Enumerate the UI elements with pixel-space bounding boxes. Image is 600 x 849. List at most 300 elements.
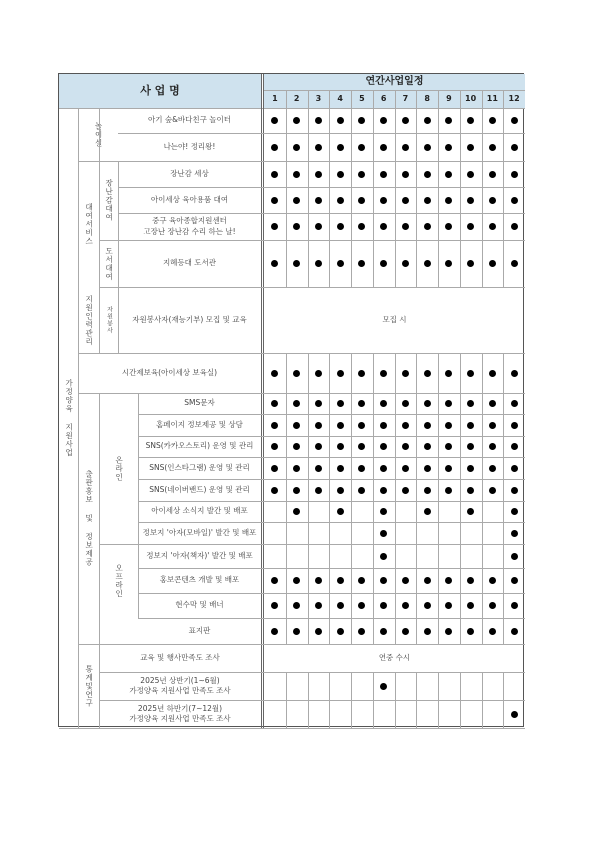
grid-line [286,544,287,568]
month-cell [308,161,330,187]
month-cell [286,436,308,457]
grid-line [395,90,396,108]
month-cell [264,544,286,568]
month-cell [373,457,395,479]
grid-line [416,593,417,618]
scheduled-dot-icon [424,487,431,494]
scheduled-dot-icon [337,117,344,124]
month-cell [482,353,504,393]
grid-line [329,108,330,133]
scheduled-dot-icon [337,197,344,204]
scheduled-dot-icon [293,628,300,635]
month-cell [308,133,330,161]
month-cell [351,414,373,436]
grid-line [503,240,504,287]
grid-line [373,618,374,644]
grid-line [351,457,352,479]
grid-line [308,240,309,287]
scheduled-dot-icon [271,370,278,377]
grid-line [351,436,352,457]
group-toy-rental: 장난감대여 [104,179,114,222]
grid-line [395,593,396,618]
month-cell [329,414,351,436]
grid-line [308,108,309,133]
scheduled-dot-icon [315,577,322,584]
month-cell [308,353,330,393]
grid-line [286,479,287,501]
scheduled-dot-icon [271,465,278,472]
grid-line [308,672,309,700]
grid-line [286,568,287,593]
grid-line [351,568,352,593]
scheduled-dot-icon [489,443,496,450]
scheduled-dot-icon [511,530,518,537]
scheduled-dot-icon [511,465,518,472]
grid-line [373,213,374,240]
grid-line [395,479,396,501]
grid-line [308,522,309,544]
grid-line [308,187,309,213]
scheduled-dot-icon [467,400,474,407]
month-cell [395,108,417,133]
grid-line [503,108,504,133]
grid-line [329,672,330,700]
month-cell [264,213,286,240]
grid-line [308,161,309,187]
month-cell [438,353,460,393]
grid-line [286,353,287,393]
grid-line [482,108,483,133]
month-cell [482,414,504,436]
month-cell [264,161,286,187]
scheduled-dot-icon [424,171,431,178]
grid-line [373,479,374,501]
month-cell [286,161,308,187]
scheduled-dot-icon [445,465,452,472]
month-cell [264,568,286,593]
scheduled-dot-icon [337,400,344,407]
month-header-2: 2 [286,90,308,108]
scheduled-dot-icon [489,465,496,472]
scheduled-dot-icon [489,260,496,267]
grid-line [286,436,287,457]
scheduled-dot-icon [511,117,518,124]
grid-line [482,501,483,522]
scheduled-dot-icon [293,443,300,450]
scheduled-dot-icon [271,487,278,494]
grid-line [395,393,396,414]
month-cell [395,133,417,161]
month-cell [351,457,373,479]
grid-line [460,544,461,568]
grid-line [373,700,374,728]
month-cell [438,544,460,568]
month-cell [460,593,482,618]
scheduled-dot-icon [489,487,496,494]
month-cell [308,393,330,414]
grid-line [373,393,374,414]
grid-line [482,393,483,414]
grid-line [329,161,330,187]
grid-line [308,618,309,644]
scheduled-dot-icon [380,443,387,450]
row-name: 아이세상 육아용품 대여 [150,194,229,204]
scheduled-dot-icon [358,223,365,230]
month-cell [482,672,504,700]
month-cell [503,436,525,457]
month-cell [395,353,417,393]
month-cell [373,353,395,393]
scheduled-dot-icon [402,465,409,472]
month-cell [351,479,373,501]
scheduled-dot-icon [337,577,344,584]
month-cell [329,353,351,393]
scheduled-dot-icon [337,465,344,472]
grid-line [482,618,483,644]
grid-line [351,672,352,700]
scheduled-dot-icon [380,400,387,407]
month-cell [351,353,373,393]
grid-line [373,544,374,568]
grid-line [416,414,417,436]
grid-line [286,393,287,414]
month-cell [264,700,286,728]
month-cell [503,108,525,133]
scheduled-dot-icon [511,370,518,377]
grid-line [416,90,417,108]
month-cell [308,240,330,287]
month-cell [329,593,351,618]
month-cell [395,414,417,436]
grid-line [503,501,504,522]
scheduled-dot-icon [380,508,387,515]
month-cell [308,672,330,700]
scheduled-dot-icon [445,422,452,429]
grid-line [438,479,439,501]
month-cell [482,479,504,501]
grid-line [395,187,396,213]
scheduled-dot-icon [467,487,474,494]
grid-line [438,593,439,618]
grid-line [438,393,439,414]
scheduled-dot-icon [271,602,278,609]
grid-line [351,353,352,393]
grid-line [329,593,330,618]
scheduled-dot-icon [511,487,518,494]
grid-line [503,618,504,644]
month-cell [438,108,460,133]
scheduled-dot-icon [489,117,496,124]
scheduled-dot-icon [402,117,409,124]
month-cell [373,213,395,240]
scheduled-dot-icon [424,260,431,267]
month-cell [482,187,504,213]
month-cell [482,213,504,240]
grid-line [503,161,504,187]
row-name: 자원봉사자(재능기부) 모집 및 교육 [132,314,247,324]
month-cell [286,618,308,644]
scheduled-dot-icon [271,197,278,204]
grid-line [503,213,504,240]
scheduled-dot-icon [467,370,474,377]
grid-line [308,436,309,457]
scheduled-dot-icon [358,443,365,450]
grid-line [395,133,396,161]
scheduled-dot-icon [358,197,365,204]
month-cell [395,593,417,618]
month-cell [286,522,308,544]
grid-line [482,593,483,618]
month-cell [373,108,395,133]
month-cell [416,133,438,161]
month-cell [329,672,351,700]
grid-line [329,700,330,728]
grid-line [286,108,287,133]
grid-line [503,133,504,161]
grid-line [351,700,352,728]
scheduled-dot-icon [337,223,344,230]
scheduled-dot-icon [380,683,387,690]
month-cell [329,108,351,133]
grid-line [460,187,461,213]
month-cell [373,672,395,700]
row-name: 아이세상 소식지 발간 및 배포 [151,506,248,516]
month-cell [351,700,373,728]
scheduled-dot-icon [337,171,344,178]
month-cell [503,479,525,501]
grid-line [482,133,483,161]
scheduled-dot-icon [489,400,496,407]
grid-line [329,568,330,593]
month-cell [264,133,286,161]
month-cell [503,618,525,644]
grid-line [329,544,330,568]
scheduled-dot-icon [380,422,387,429]
month-cell [416,568,438,593]
scheduled-dot-icon [271,400,278,407]
month-cell [460,479,482,501]
scheduled-dot-icon [380,144,387,151]
row-name: 중구 육아종합지원센터 고장난 장난감 수리 하는 날! [143,216,236,236]
grid-line [395,568,396,593]
scheduled-dot-icon [424,422,431,429]
month-header-5: 5 [351,90,373,108]
scheduled-dot-icon [402,260,409,267]
scheduled-dot-icon [293,117,300,124]
month-cell [329,479,351,501]
grid-line [460,457,461,479]
month-cell [438,593,460,618]
row-name: 표지판 [188,625,211,635]
month-cell [503,187,525,213]
scheduled-dot-icon [402,602,409,609]
grid-line [329,240,330,287]
month-cell [460,353,482,393]
grid-line [503,436,504,457]
grid-line [460,133,461,161]
grid-line [351,133,352,161]
month-cell [373,544,395,568]
grid-line [286,672,287,700]
scheduled-dot-icon [467,223,474,230]
grid-line [286,457,287,479]
grid-line [438,436,439,457]
grid-line [416,393,417,414]
month-cell [460,568,482,593]
row-name: 2025년 상반기(1~6월) 가정양육 지원사업 만족도 조사 [129,675,231,695]
month-cell [438,568,460,593]
month-header-1: 1 [264,90,286,108]
scheduled-dot-icon [337,422,344,429]
grid-line [329,522,330,544]
scheduled-dot-icon [271,577,278,584]
grid-line [438,187,439,213]
row-name: 정보지 '아자(모바일)' 발간 및 배포 [142,527,257,537]
grid-line [395,213,396,240]
scheduled-dot-icon [271,443,278,450]
scheduled-dot-icon [380,553,387,560]
month-cell [329,618,351,644]
month-cell [503,353,525,393]
annual-schedule-table [58,73,524,727]
grid-line [416,108,417,133]
group-research: 통계및연구 [84,664,94,708]
month-cell [351,213,373,240]
grid-line [482,187,483,213]
grid-line [99,108,100,353]
grid-line [308,479,309,501]
scheduled-dot-icon [315,443,322,450]
grid-line [351,90,352,108]
month-cell [395,457,417,479]
month-cell [416,353,438,393]
month-cell [373,568,395,593]
grid-line [503,479,504,501]
row-name: 교육 및 행사만족도 조사 [140,652,220,662]
month-cell [395,501,417,522]
grid-line [373,436,374,457]
grid-line [438,522,439,544]
month-cell [416,414,438,436]
grid-line [373,568,374,593]
scheduled-dot-icon [337,487,344,494]
scheduled-dot-icon [271,171,278,178]
scheduled-dot-icon [315,260,322,267]
scheduled-dot-icon [402,577,409,584]
grid-line [460,393,461,414]
month-cell [460,213,482,240]
scheduled-dot-icon [293,508,300,515]
month-cell [503,593,525,618]
month-cell [416,618,438,644]
month-cell [286,672,308,700]
scheduled-dot-icon [293,223,300,230]
month-cell [460,133,482,161]
grid-line [351,240,352,287]
month-cell [329,393,351,414]
grid-line [308,353,309,393]
month-cell [351,522,373,544]
scheduled-dot-icon [511,171,518,178]
grid-line [438,672,439,700]
row-name: SMS문자 [184,398,215,408]
row-name: SNS(카카오스토리) 운영 및 관리 [145,441,254,451]
grid-line [482,436,483,457]
grid-line [503,544,504,568]
month-cell [373,522,395,544]
month-cell [503,544,525,568]
month-header-10: 10 [460,90,482,108]
scheduled-dot-icon [380,602,387,609]
grid-line [482,672,483,700]
scheduled-dot-icon [380,370,387,377]
month-cell [482,108,504,133]
grid-line [395,353,396,393]
month-cell [373,414,395,436]
scheduled-dot-icon [511,711,518,718]
grid-line [351,213,352,240]
grid-line [460,108,461,133]
scheduled-dot-icon [511,197,518,204]
month-cell [264,108,286,133]
scheduled-dot-icon [358,465,365,472]
grid-line [503,457,504,479]
scheduled-dot-icon [271,260,278,267]
scheduled-dot-icon [402,487,409,494]
month-cell [351,436,373,457]
month-cell [351,618,373,644]
month-cell [329,436,351,457]
grid-line [373,457,374,479]
grid-line [351,593,352,618]
month-cell [351,133,373,161]
grid-line [416,436,417,457]
grid-line [482,568,483,593]
scheduled-dot-icon [293,260,300,267]
scheduled-dot-icon [489,422,496,429]
grid-line [329,457,330,479]
row-name: 홍보콘텐츠 개발 및 배포 [159,575,240,585]
month-cell [482,161,504,187]
scheduled-dot-icon [315,144,322,151]
group-rental: 대여서비스 [84,202,94,246]
scheduled-dot-icon [467,602,474,609]
month-cell [329,568,351,593]
scheduled-dot-icon [511,602,518,609]
grid-line [503,414,504,436]
grid-line [438,213,439,240]
grid-line [438,240,439,287]
scheduled-dot-icon [337,508,344,515]
month-cell [329,700,351,728]
month-cell [308,501,330,522]
grid-line [395,108,396,133]
grid-line [438,700,439,728]
row-name: SNS(네이버밴드) 운영 및 관리 [149,484,250,494]
group-offline: 오프라인 [114,564,124,598]
scheduled-dot-icon [445,370,452,377]
grid-line [373,90,374,108]
grid-line [460,213,461,240]
month-cell [438,457,460,479]
month-cell [351,108,373,133]
month-cell [286,108,308,133]
scheduled-dot-icon [358,577,365,584]
grid-line [460,501,461,522]
month-cell [373,161,395,187]
grid-line [482,522,483,544]
scheduled-dot-icon [511,223,518,230]
